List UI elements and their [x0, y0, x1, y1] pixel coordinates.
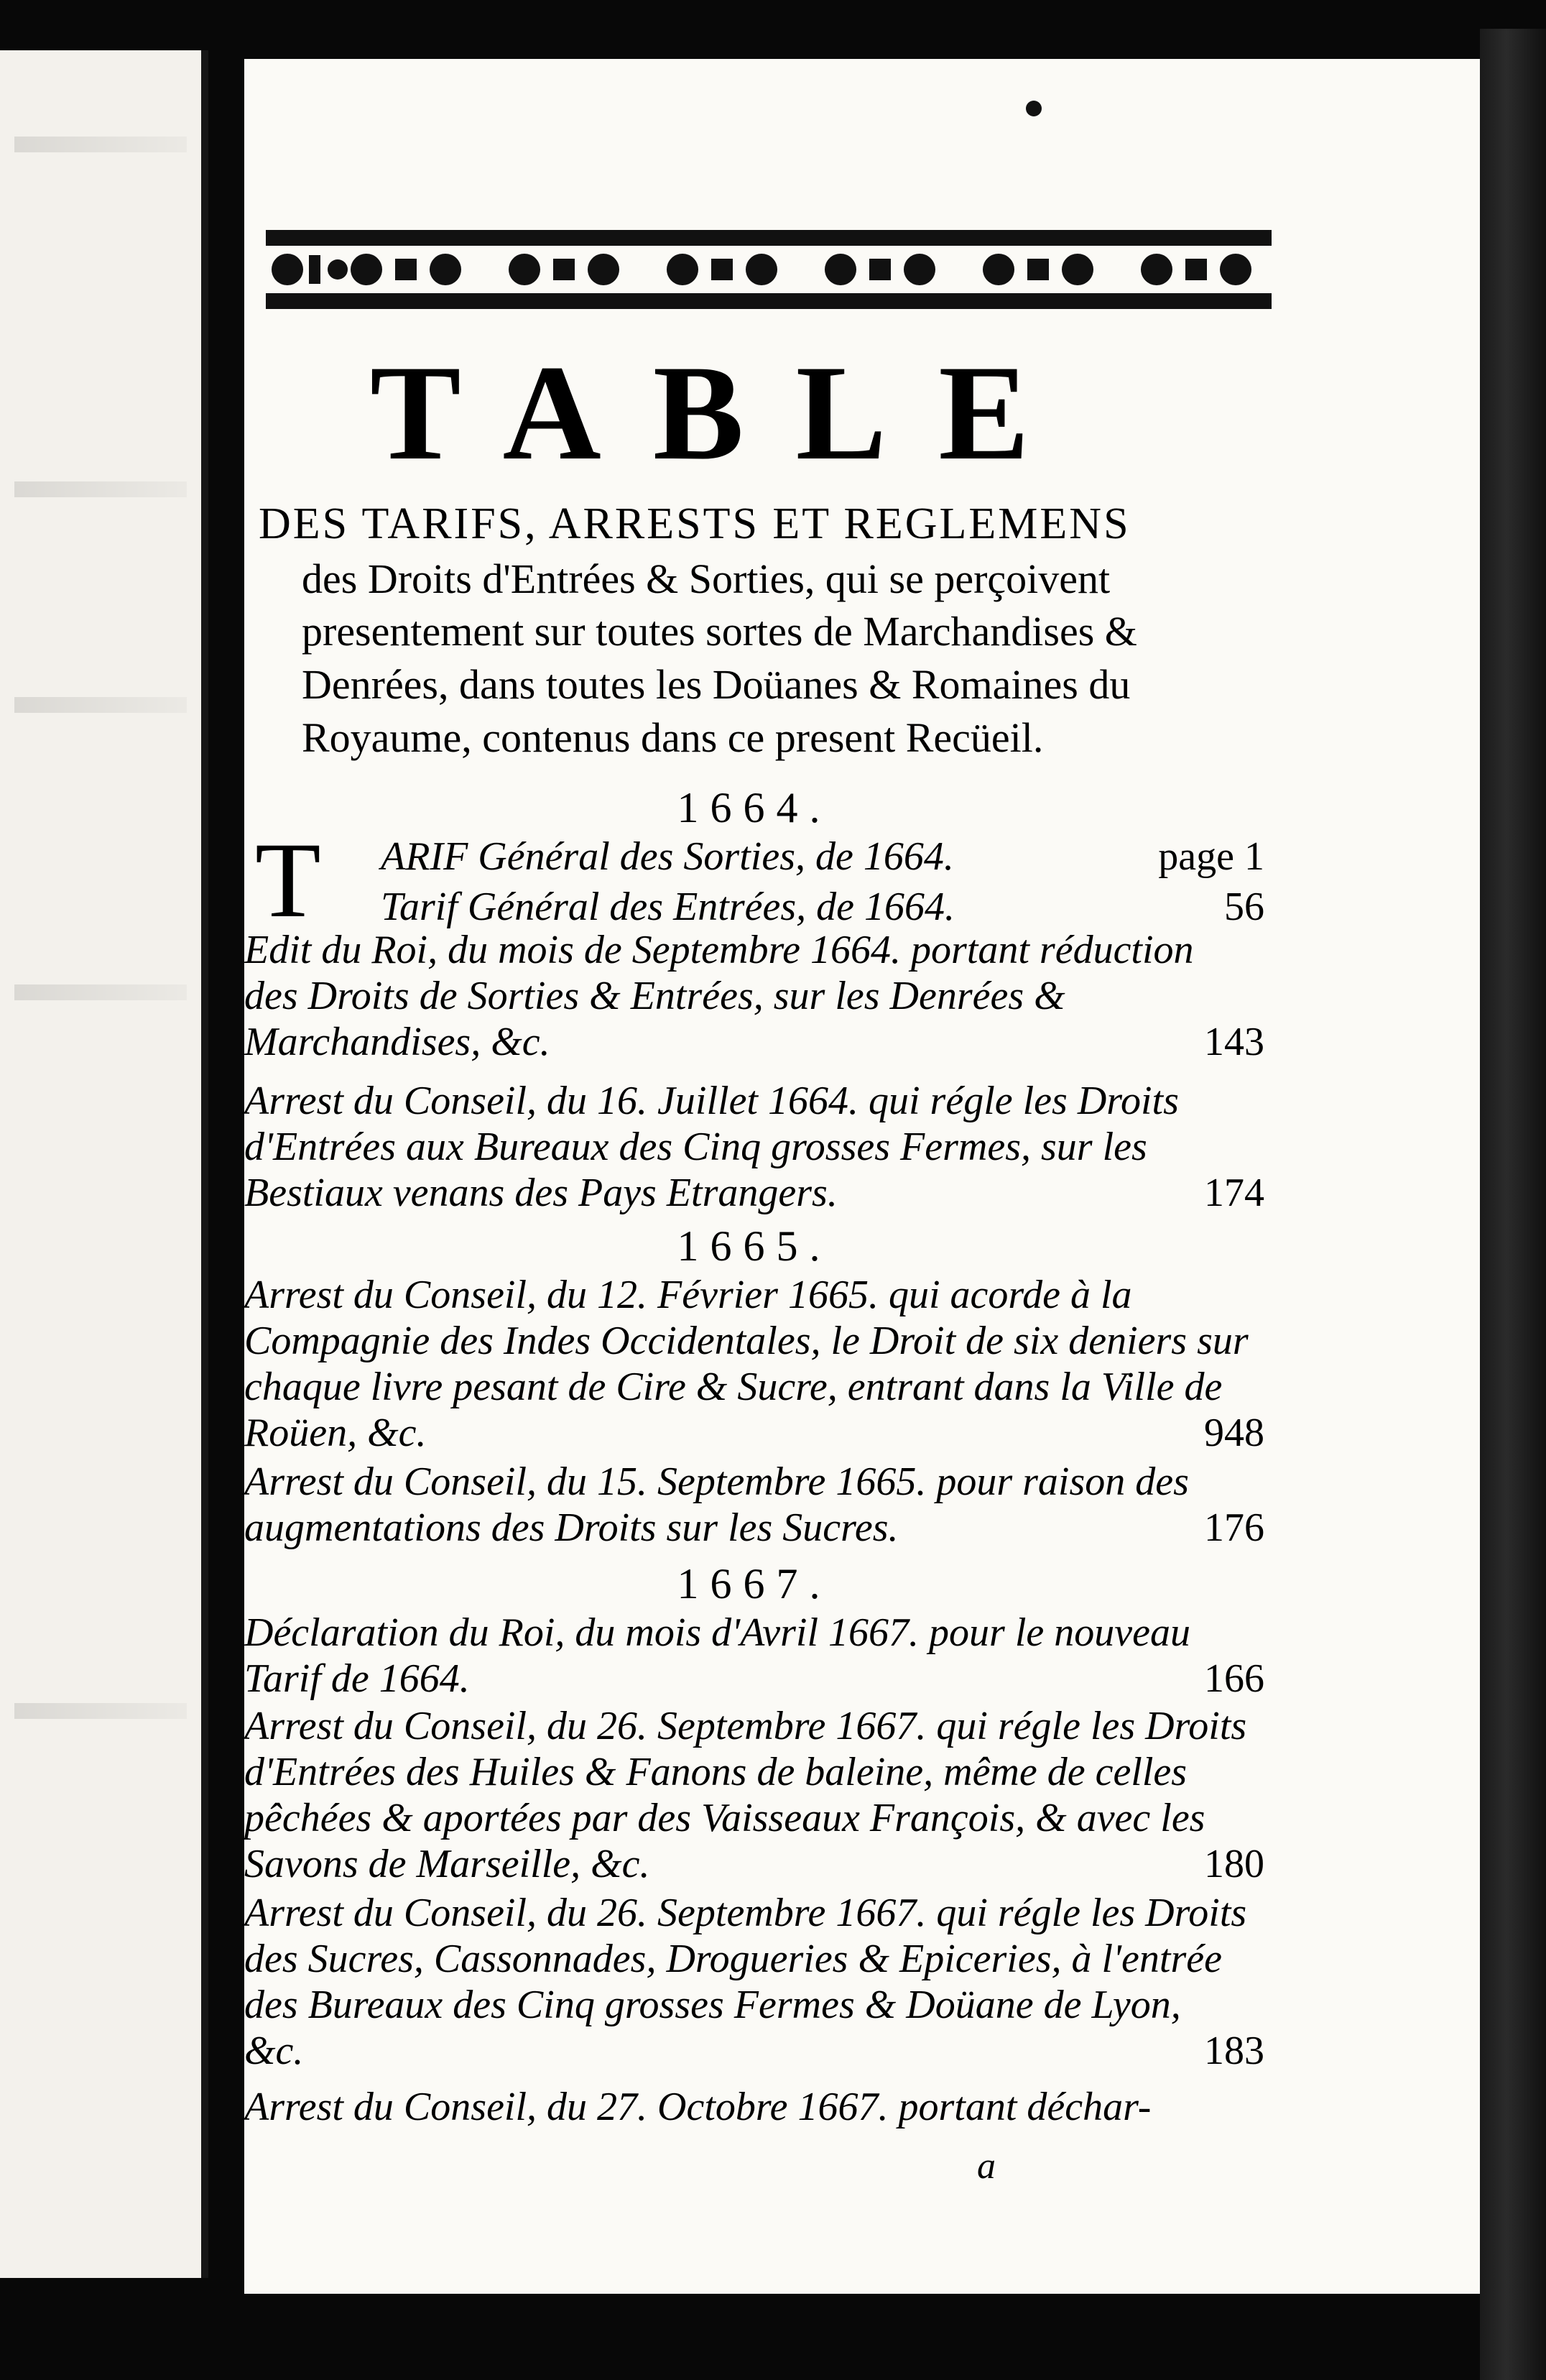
- table-entry: [244, 1272, 1264, 1456]
- printer-ornament: [266, 216, 1272, 323]
- catchword: a: [977, 2146, 996, 2187]
- entry-page: 56: [1224, 885, 1264, 929]
- page-title: TABLE: [369, 338, 1082, 489]
- entry-text: ARIF Général des Sorties, de 1664.: [381, 834, 954, 879]
- table-entry: [244, 1610, 1264, 1702]
- table-entry: [244, 927, 1264, 1065]
- entry-page: 180: [1204, 1842, 1264, 1886]
- entry-text: Edit du Roi, du mois de Septembre 1664. portant réduction des Droits de Sorties & Entrées, sur les Denrées & Marchandises, &c.: [244, 928, 1194, 1064]
- drop-cap: T: [255, 821, 321, 940]
- year-heading: 1665.: [677, 1222, 832, 1270]
- entry-page: 143: [1204, 1020, 1264, 1064]
- ink-spot: [1026, 101, 1042, 116]
- subtitle-text: des Droits d'Entrées & Sorties, qui se perçoivent presentement sur toutes sortes de Marchandises & Denrées, dans toutes les Doüanes & Romaines du Royaume, contenus dans ce present Recüeil.: [302, 555, 1137, 761]
- entry-text: Arrest du Conseil, du 26. Septembre 1667. qui régle les Droits des Sucres, Cassonnades, Drogueries & Epiceries, à l'entrée des Bureaux des Cinq grosses Fermes & Doüane de Lyon, &c.: [244, 1891, 1247, 2073]
- entry-text: Arrest du Conseil, du 12. Février 1665. qui acorde à la Compagnie des Indes Occidentales, le Droit de six deniers sur chaque livre pesant de Cire & Sucre, entrant dans la Ville de Roüen, &c.: [244, 1273, 1249, 1455]
- entry-page: 183: [1204, 2029, 1264, 2073]
- entry-text: Arrest du Conseil, du 15. Septembre 1665. pour raison des augmentations des Droits sur les Sucres.: [244, 1459, 1189, 1550]
- entry-page: 176: [1204, 1505, 1264, 1550]
- bleed-through: [14, 697, 187, 713]
- table-entry: [244, 2084, 1250, 2130]
- bleed-through: [14, 137, 187, 152]
- entry-page: 174: [1204, 1171, 1264, 1215]
- page-edge: [1480, 29, 1546, 2380]
- entry-text: Déclaration du Roi, du mois d'Avril 1667. pour le nouveau Tarif de 1664.: [244, 1610, 1190, 1701]
- entry-text: Arrest du Conseil, du 27. Octobre 1667. portant déchar-: [244, 2085, 1152, 2129]
- year-heading: 1664.: [677, 784, 832, 831]
- subtitle-first-line: DES TARIFS, ARRESTS ET REGLEMENS: [259, 499, 1131, 548]
- table-entry: [244, 1078, 1264, 1216]
- table-entry: [244, 1890, 1264, 2074]
- bleed-through: [14, 984, 187, 1000]
- bleed-through: [14, 1703, 187, 1719]
- table-entry: [244, 1703, 1264, 1887]
- table-entry: [381, 834, 1264, 880]
- entry-page: page 1: [1158, 834, 1264, 879]
- year-heading: 1667.: [677, 1560, 832, 1608]
- table-entry: [244, 1459, 1264, 1551]
- table-entry: [381, 884, 1264, 930]
- bleed-through: [14, 481, 187, 497]
- entry-text: Arrest du Conseil, du 26. Septembre 1667. qui régle les Droits d'Entrées des Huiles & Fanons de baleine, même de celles pêchées & aportées par des Vaisseaux François, & avec les Savons de Marseille, &c.: [244, 1704, 1247, 1886]
- subtitle-block: [259, 496, 1264, 764]
- entry-text: Arrest du Conseil, du 16. Juillet 1664. qui régle les Droits d'Entrées aux Bureaux des Cinq grosses Fermes, sur les Bestiaux venans des Pays Etrangers.: [244, 1079, 1179, 1215]
- entry-page: 166: [1204, 1656, 1264, 1701]
- entry-text: Tarif Général des Entrées, de 1664.: [381, 885, 955, 929]
- entry-page: 948: [1204, 1411, 1264, 1455]
